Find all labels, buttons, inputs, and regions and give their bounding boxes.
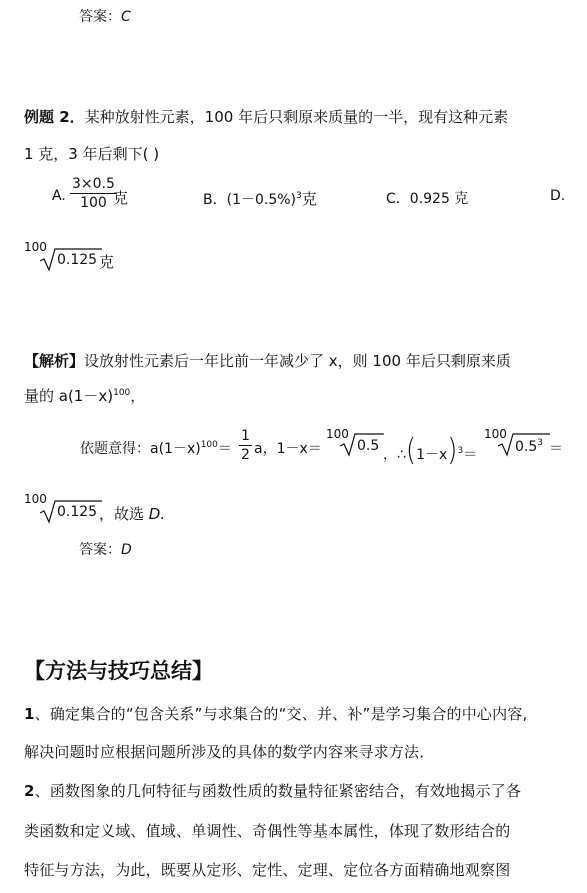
- root1-index: 100: [326, 427, 349, 441]
- option-b-text: (1－0.5%): [226, 192, 297, 208]
- therefore-text: ，∴: [383, 447, 406, 463]
- equals-3: ＝: [549, 441, 563, 457]
- therefore-segment: [383, 433, 478, 469]
- root2-radical: [498, 431, 550, 457]
- answer-label: 答案：: [79, 9, 121, 25]
- half-bar: [239, 445, 252, 446]
- right-paren: ): [447, 433, 458, 469]
- last-radicand: 0.125: [57, 504, 98, 520]
- option-b-label: B．: [203, 192, 227, 208]
- root2-index: 100: [484, 427, 507, 441]
- option-d-radicand: 0.125: [57, 252, 98, 268]
- paren-exponent: 3: [457, 446, 464, 456]
- analysis-comma: ，: [130, 387, 146, 405]
- conclusion-text: ，故选: [99, 505, 149, 523]
- fraction-numerator: 3×0.5: [72, 176, 115, 192]
- option-d-radical: [40, 246, 102, 272]
- option-d-unit: 克: [99, 253, 115, 271]
- summary-p1-number: 1: [24, 705, 35, 723]
- summary-p1-line-1: [24, 703, 528, 724]
- analysis-text-2: 量的 a(1－x): [24, 387, 114, 405]
- summary-p2-line-3: 特征与方法，为此，既要从定形、定性、定理、定位各方面精确地观察图: [24, 861, 511, 879]
- equation-a: a，1－x＝: [254, 441, 322, 457]
- example-line-2: 1 克，3 年后剩下( ): [24, 145, 160, 163]
- summary-p2-line-1: [24, 780, 521, 801]
- option-c-text: 0.925 克: [409, 191, 469, 207]
- left-paren: (: [405, 433, 417, 469]
- summary-p2-number: 2: [24, 782, 35, 800]
- half-denominator: 2: [241, 447, 250, 463]
- summary-p1-text-1: 、确定集合的“包含关系”与求集合的“交、并、补”是学习集合的中心内容,: [34, 705, 528, 723]
- paren-inner: 1－x: [416, 447, 448, 463]
- option-a-label: A.: [52, 188, 66, 204]
- option-b-unit: 克: [301, 190, 317, 208]
- analysis-tag: 【解析】: [24, 352, 85, 370]
- example-heading: 例题 2．: [24, 108, 85, 126]
- top-answer: [79, 6, 131, 26]
- answer-value: D: [121, 542, 132, 558]
- root2-content: [515, 438, 543, 455]
- option-b: [203, 188, 317, 209]
- summary-p2-text-1: 、函数图象的几何特征与函数性质的数量特征紧密结合，有效地揭示了各: [34, 782, 522, 800]
- summary-p2-line-2: 类函数和定义域、值域、单调性、奇偶性等基本属性，体现了数形结合的: [24, 822, 511, 840]
- root2-exponent: 3: [537, 438, 543, 448]
- root1-radical: [340, 431, 384, 457]
- last-radical: [40, 498, 102, 524]
- conclusion: [99, 503, 165, 524]
- summary-p1-line-2: 解决问题时应根据问题所涉及的具体的数学内容来寻求方法．: [24, 743, 435, 761]
- option-c: [386, 188, 468, 208]
- equals-2: ＝: [463, 447, 478, 463]
- analysis-line-2: [24, 385, 145, 406]
- answer-value: C: [121, 9, 131, 25]
- answer-label: 答案：: [79, 542, 121, 558]
- analysis-answer: [79, 539, 132, 559]
- analysis-text-1: 设放射性元素后一年比前一年减少了 x，则 100 年后只剩原来质: [84, 352, 511, 370]
- option-a-unit: 克: [113, 189, 129, 207]
- analysis-exponent: 100: [113, 388, 131, 398]
- fraction-denominator: 100: [80, 195, 107, 211]
- last-root-index: 100: [24, 492, 47, 506]
- half-numerator: 1: [241, 428, 250, 444]
- equation-exponent: 100: [200, 440, 218, 450]
- option-a-fraction: [70, 176, 117, 211]
- half-fraction: [239, 428, 252, 463]
- example-text-1: 某种放射性元素，100 年后只剩原来质量的一半，现有这种元素: [84, 108, 509, 126]
- analysis-line-1: [24, 350, 511, 371]
- option-d-root-index: 100: [24, 240, 47, 254]
- root2-radicand: 0.5: [515, 439, 538, 455]
- equation-equals: ＝: [217, 441, 232, 457]
- root1-radicand: 0.5: [357, 438, 380, 454]
- option-c-label: C．: [386, 191, 410, 207]
- section-title: 【方法与技巧总结】: [24, 658, 213, 683]
- option-d-label: D.: [550, 188, 566, 204]
- example-line-1: [24, 106, 508, 127]
- equation-prefix: 依题意得：a(1－x): [80, 441, 201, 457]
- fraction-bar: [70, 193, 117, 194]
- equation-start: [80, 438, 232, 458]
- conclusion-choice: D.: [148, 505, 166, 523]
- option-b-exponent: 3: [296, 191, 302, 201]
